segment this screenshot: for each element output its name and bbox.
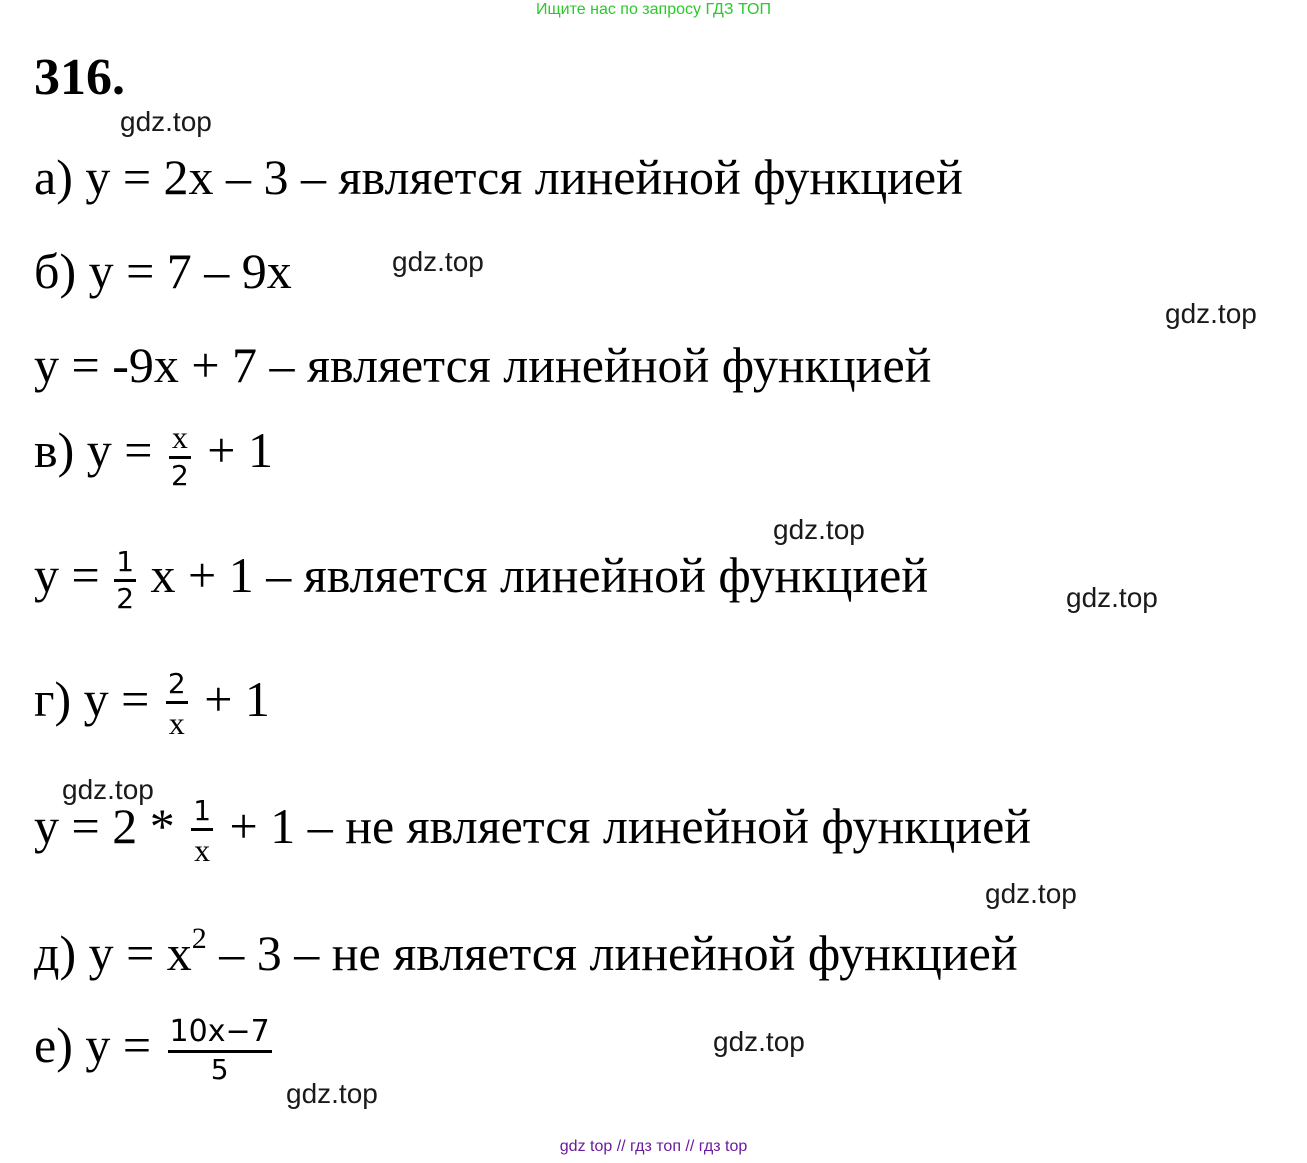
task-number: 316. xyxy=(34,49,125,106)
equation-prefix: е) y = xyxy=(34,1016,152,1073)
fraction xyxy=(114,545,136,615)
watermark: gdz.top xyxy=(773,514,865,545)
fraction-denominator: x xyxy=(166,701,188,739)
fraction xyxy=(166,667,188,741)
watermark: gdz.top xyxy=(286,1078,378,1109)
watermark: gdz.top xyxy=(1165,298,1257,329)
solution-line-g1 xyxy=(34,667,270,741)
fraction-denominator: 2 xyxy=(169,456,191,490)
watermark: gdz.top xyxy=(713,1026,805,1057)
watermark: gdz.top xyxy=(985,878,1077,909)
equation-suffix: – 3 – не является линейной функцией xyxy=(206,925,1018,981)
fraction xyxy=(191,794,213,868)
equation-suffix: + 1 xyxy=(204,670,270,727)
equation-prefix: y = xyxy=(34,546,100,603)
solution-line-v1 xyxy=(34,421,273,490)
equation-suffix: + 1 xyxy=(207,421,273,478)
equation-suffix: x + 1 – является линейной функцией xyxy=(150,546,929,603)
fraction-denominator: 2 xyxy=(114,579,136,613)
solution-line-g2 xyxy=(34,794,1032,868)
fraction-numerator: 1 xyxy=(193,794,212,827)
fraction xyxy=(169,421,191,490)
footer-links: gdz top // гдз топ // гдз top xyxy=(559,1138,748,1155)
solution-line-e xyxy=(34,1014,276,1086)
solution-line-b2: y = -9x + 7 – является линейной функцией xyxy=(34,337,932,393)
promo-banner: Ищите нас по запросу ГДЗ ТОП xyxy=(536,1,771,18)
fraction xyxy=(168,1014,272,1086)
equation-suffix: + 1 – не является линейной функцией xyxy=(229,797,1032,854)
watermark: gdz.top xyxy=(120,106,212,137)
fraction-denominator: 5 xyxy=(168,1050,272,1084)
fraction-denominator: x xyxy=(191,828,213,866)
watermark: gdz.top xyxy=(1066,582,1158,613)
fraction-numerator: x xyxy=(171,419,188,455)
equation-prefix: y = 2 * xyxy=(34,797,175,854)
fraction-numerator: 2 xyxy=(167,667,186,700)
exponent: 2 xyxy=(191,922,207,955)
fraction-numerator: 1 xyxy=(116,545,135,578)
watermark: gdz.top xyxy=(62,774,154,805)
watermark: gdz.top xyxy=(392,246,484,277)
equation-prefix: д) y = x xyxy=(34,925,192,981)
solution-line-a: а) y = 2x – 3 – является линейной функцией xyxy=(34,149,963,205)
equation-prefix: в) y = xyxy=(34,421,153,478)
solution-line-b1: б) y = 7 – 9x xyxy=(34,243,292,299)
solution-line-v2 xyxy=(34,545,929,615)
equation-prefix: г) y = xyxy=(34,670,150,727)
solution-line-d xyxy=(34,922,1018,981)
fraction-numerator: 10x−7 xyxy=(169,1014,270,1049)
